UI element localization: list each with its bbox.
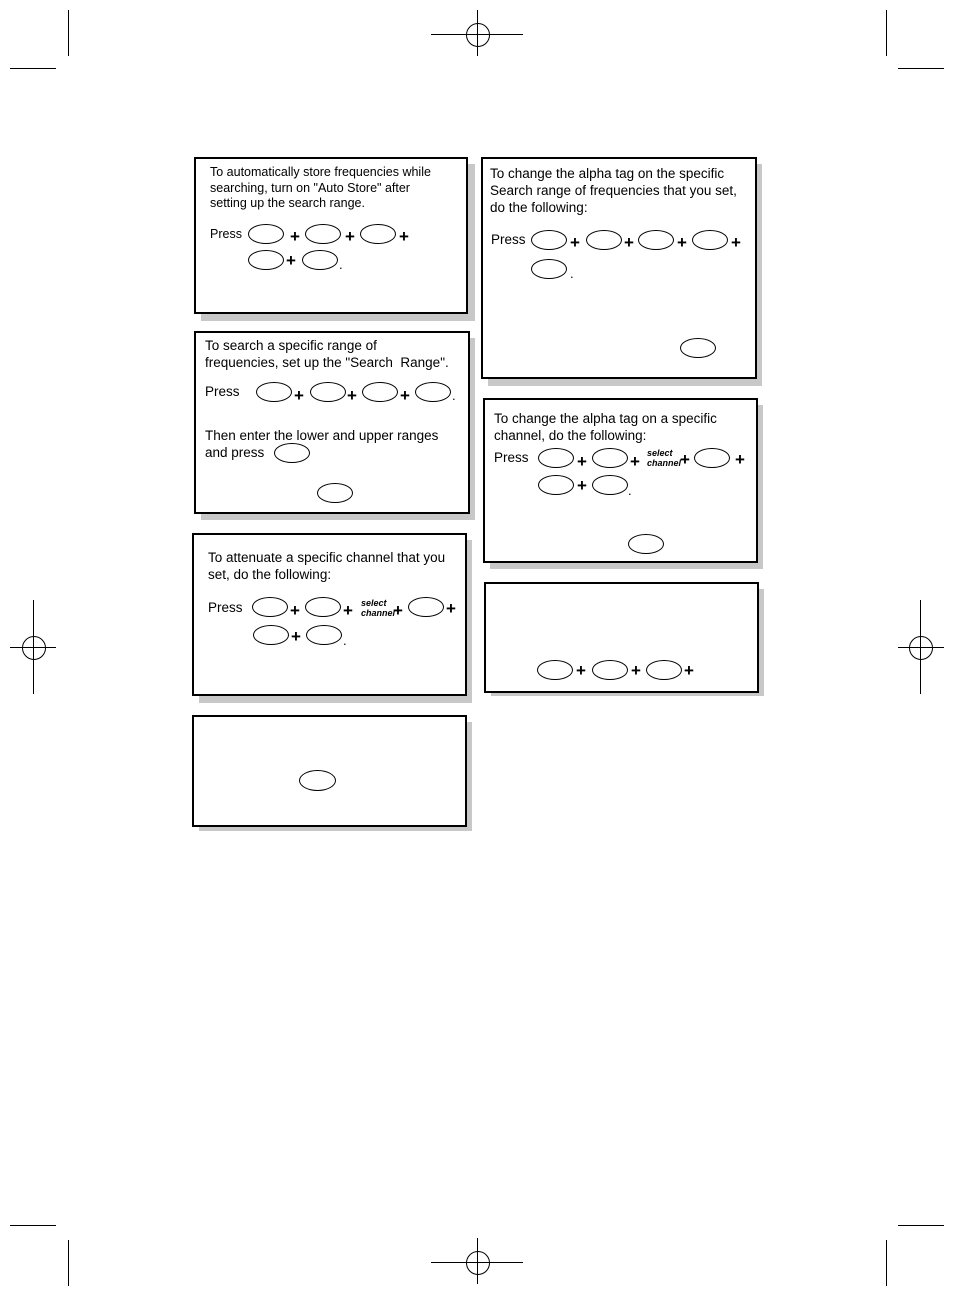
crop-mark <box>10 68 56 69</box>
plus-sign: + <box>577 476 587 495</box>
key-button[interactable] <box>538 448 574 468</box>
key-button[interactable] <box>299 770 336 791</box>
press-label: Press <box>208 600 243 615</box>
key-button[interactable] <box>592 448 628 468</box>
key-button[interactable] <box>628 534 664 554</box>
period: . <box>570 266 574 281</box>
key-button[interactable] <box>694 448 730 468</box>
key-button[interactable] <box>248 224 284 244</box>
alpha-tag-channel-description: To change the alpha tag on a specific channel, do the following: <box>494 411 717 443</box>
key-button[interactable] <box>408 597 444 617</box>
key-button[interactable] <box>302 250 338 270</box>
key-button[interactable] <box>592 475 628 495</box>
key-button[interactable] <box>310 382 346 402</box>
key-button[interactable] <box>692 230 728 250</box>
key-button[interactable] <box>305 597 341 617</box>
plus-sign: + <box>290 227 300 246</box>
plus-sign: + <box>630 452 640 471</box>
select-channel-key-label[interactable]: select channel <box>361 598 396 618</box>
plus-sign: + <box>393 601 403 620</box>
auto-store-description: To automatically store frequencies while searching, turn on "Auto Store" after setting up the search range. <box>210 165 431 210</box>
period: . <box>452 388 456 403</box>
registration-target-icon <box>466 23 490 47</box>
key-button[interactable] <box>638 230 674 250</box>
plus-sign: + <box>446 599 456 618</box>
period: . <box>628 483 632 498</box>
press-label: Press <box>491 232 526 247</box>
key-button[interactable] <box>680 338 716 358</box>
plus-sign: + <box>400 386 410 405</box>
crop-mark <box>898 1225 944 1226</box>
attenuate-description: To attenuate a specific channel that you set, do the following: <box>208 550 446 582</box>
alpha-tag-search-description: To change the alpha tag on the specific Search range of frequencies that you set, do the following: <box>490 166 737 215</box>
crop-mark <box>68 10 69 56</box>
press-label: Press <box>210 227 242 241</box>
enter-ranges-text: Then enter the lower and upper ranges and press <box>205 428 439 460</box>
key-button[interactable] <box>305 224 341 244</box>
key-button[interactable] <box>362 382 398 402</box>
crop-mark <box>886 10 887 56</box>
plus-sign: + <box>577 452 587 471</box>
key-button[interactable] <box>274 443 310 463</box>
registration-target-icon <box>466 1251 490 1275</box>
key-button[interactable] <box>646 660 682 680</box>
plus-sign: + <box>677 233 687 252</box>
select-channel-key-label[interactable]: select channel <box>647 448 682 468</box>
key-button[interactable] <box>252 597 288 617</box>
plus-sign: + <box>684 661 694 680</box>
period: . <box>343 633 347 648</box>
plus-sign: + <box>570 233 580 252</box>
plus-sign: + <box>290 601 300 620</box>
key-button[interactable] <box>306 625 342 645</box>
crop-mark <box>10 1225 56 1226</box>
key-button[interactable] <box>537 660 573 680</box>
crop-mark <box>68 1240 69 1286</box>
plus-sign: + <box>631 661 641 680</box>
plus-sign: + <box>343 601 353 620</box>
key-button[interactable] <box>538 475 574 495</box>
press-label: Press <box>494 450 529 465</box>
key-button[interactable] <box>586 230 622 250</box>
crop-mark <box>898 68 944 69</box>
key-button[interactable] <box>415 382 451 402</box>
search-range-description: To search a specific range of frequencies, set up the "Search Range". <box>205 338 449 370</box>
key-button[interactable] <box>248 250 284 270</box>
period: . <box>339 257 343 272</box>
key-button[interactable] <box>256 382 292 402</box>
panel-frame <box>192 715 467 827</box>
key-button[interactable] <box>253 625 289 645</box>
press-label: Press <box>205 384 240 399</box>
key-button[interactable] <box>360 224 396 244</box>
plus-sign: + <box>680 450 690 469</box>
key-button[interactable] <box>592 660 628 680</box>
plus-sign: + <box>291 627 301 646</box>
registration-target-icon <box>909 636 933 660</box>
plus-sign: + <box>735 450 745 469</box>
plus-sign: + <box>345 227 355 246</box>
plus-sign: + <box>399 227 409 246</box>
registration-target-icon <box>22 636 46 660</box>
key-button[interactable] <box>531 230 567 250</box>
crop-mark <box>886 1240 887 1286</box>
plus-sign: + <box>731 233 741 252</box>
plus-sign: + <box>294 386 304 405</box>
plus-sign: + <box>286 251 296 270</box>
plus-sign: + <box>576 661 586 680</box>
key-button[interactable] <box>531 259 567 279</box>
plus-sign: + <box>624 233 634 252</box>
key-button[interactable] <box>317 483 353 503</box>
plus-sign: + <box>347 386 357 405</box>
